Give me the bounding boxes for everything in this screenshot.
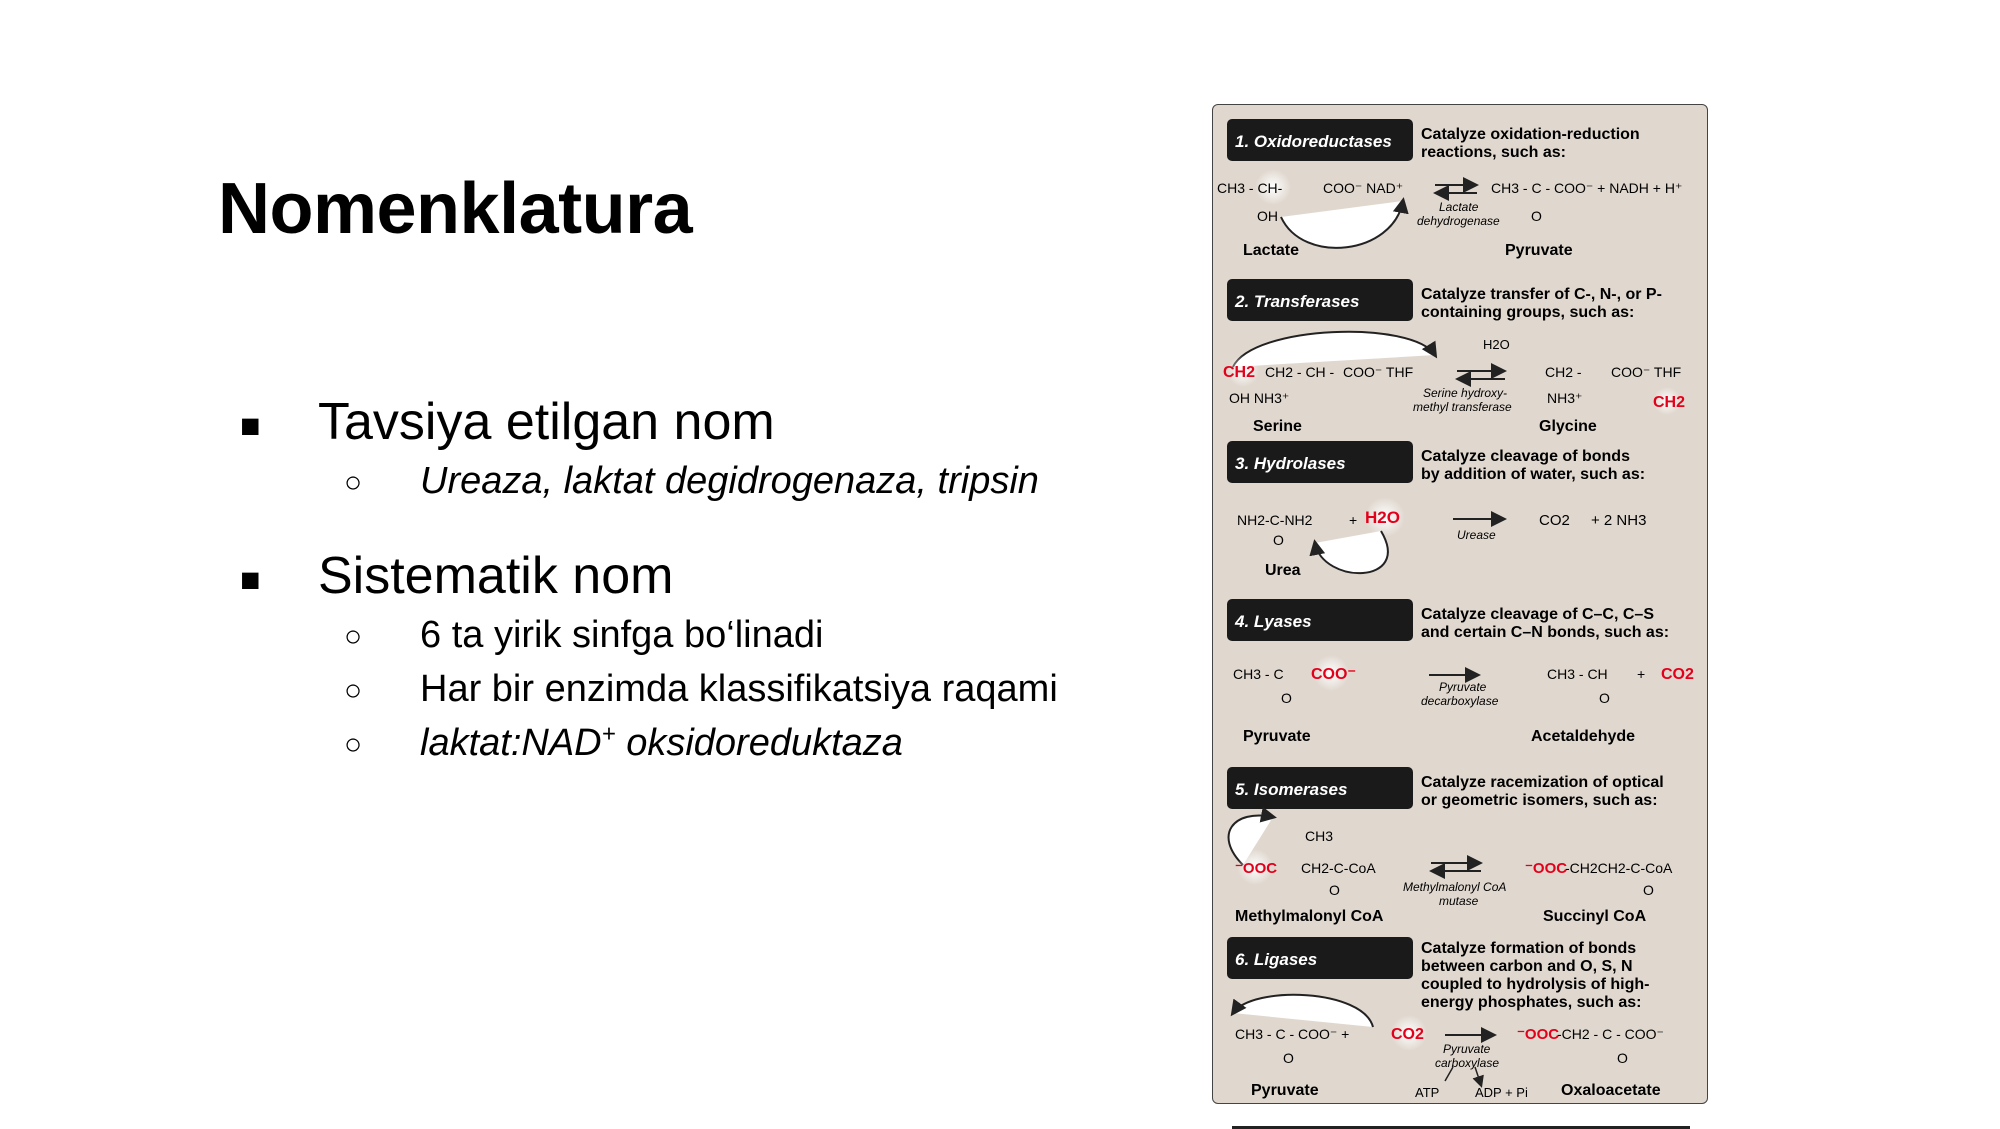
enzyme-name: methyl transferase bbox=[1413, 400, 1512, 414]
chem-text: O bbox=[1617, 1050, 1628, 1066]
chem-text: CH3 - C bbox=[1233, 666, 1284, 682]
class-label: 6. Ligases bbox=[1235, 950, 1318, 969]
class-desc: Catalyze cleavage of C–C, C–S bbox=[1421, 606, 1654, 623]
enzyme-name: Lactate bbox=[1439, 200, 1479, 214]
chem-text: NH3⁺ bbox=[1547, 390, 1583, 406]
chem-text: NH2-C-NH2 bbox=[1237, 512, 1313, 528]
enzyme-name: Serine hydroxy- bbox=[1423, 386, 1508, 400]
class-label: 4. Lyases bbox=[1235, 612, 1312, 631]
substrate-name: Urea bbox=[1265, 562, 1301, 579]
class-desc: coupled to hydrolysis of high- bbox=[1421, 976, 1650, 993]
class-label: 2. Transferases bbox=[1235, 292, 1360, 311]
class-desc: between carbon and O, S, N bbox=[1421, 958, 1633, 975]
substrate-name: Lactate bbox=[1243, 242, 1300, 259]
subbullet-text: 6 ta yirik sinfga bo‘linadi bbox=[420, 614, 824, 656]
chem-highlight: CH2 bbox=[1223, 364, 1256, 381]
substrate-name: Pyruvate bbox=[1251, 1082, 1319, 1099]
chem-text: CH2 - bbox=[1545, 364, 1582, 380]
class-desc: reactions, such as: bbox=[1421, 144, 1566, 161]
class-label: 3. Hydrolases bbox=[1235, 454, 1346, 473]
chem-text: COO⁻ NAD⁺ bbox=[1323, 180, 1404, 196]
class-desc: by addition of water, such as: bbox=[1421, 466, 1646, 483]
product-name: Succinyl CoA bbox=[1543, 908, 1647, 925]
chem-highlight: ⁻OOC bbox=[1525, 860, 1568, 877]
subbullet-examples bbox=[240, 458, 1120, 504]
enzyme-name: decarboxylase bbox=[1421, 694, 1499, 708]
chem-text: O bbox=[1599, 690, 1610, 706]
chem-text: OH NH3⁺ bbox=[1229, 390, 1290, 406]
chem-highlight: ⁻OOC bbox=[1517, 1026, 1560, 1043]
chem-text: CO2 bbox=[1539, 512, 1570, 529]
chem-text: O bbox=[1273, 532, 1284, 548]
subbullet-systematic-example bbox=[240, 720, 1120, 766]
class-desc: Catalyze transfer of C-, N-, or P- bbox=[1421, 286, 1662, 303]
chem-text: CH3 - C - COO⁻ + NADH + H⁺ bbox=[1491, 180, 1683, 196]
enzyme-name: carboxylase bbox=[1435, 1056, 1500, 1070]
chem-text: ADP + Pi bbox=[1475, 1085, 1528, 1100]
class-desc: and certain C–N bonds, such as: bbox=[1421, 624, 1670, 641]
circle-bullet-icon: ○ bbox=[344, 620, 363, 653]
chem-highlight: H2O bbox=[1365, 508, 1400, 527]
class-desc: or geometric isomers, such as: bbox=[1421, 792, 1658, 809]
chem-text: COO⁻ THF bbox=[1343, 364, 1414, 380]
substrate-name: Serine bbox=[1253, 418, 1302, 435]
class-desc: Catalyze oxidation-reduction bbox=[1421, 126, 1640, 143]
circle-bullet-icon: ○ bbox=[344, 674, 363, 707]
chem-text: O bbox=[1329, 882, 1340, 898]
class-label: 1. Oxidoreductases bbox=[1235, 132, 1392, 151]
chem-text: + bbox=[1637, 666, 1646, 682]
chem-text: + bbox=[1349, 512, 1358, 528]
square-bullet-icon: ■ bbox=[240, 407, 261, 445]
circle-bullet-icon: ○ bbox=[344, 466, 363, 499]
product-name: Acetaldehyde bbox=[1531, 728, 1636, 745]
bullet-recommended-name bbox=[240, 392, 1120, 452]
enzyme-classes-figure bbox=[1212, 104, 1708, 1104]
substrate-name: Methylmalonyl CoA bbox=[1235, 908, 1384, 925]
enzyme-name: Urease bbox=[1457, 528, 1496, 542]
class-desc: containing groups, such as: bbox=[1421, 304, 1635, 321]
enzyme-name: Pyruvate bbox=[1443, 1042, 1491, 1056]
bullet-list bbox=[240, 392, 1120, 766]
subbullet-text: Ureaza, laktat degidrogenaza, tripsin bbox=[420, 460, 1039, 502]
electron-arrow bbox=[1281, 201, 1403, 248]
class-desc: Catalyze formation of bonds bbox=[1421, 940, 1637, 957]
chem-highlight: CH2 bbox=[1653, 394, 1686, 411]
chem-text: CH3 bbox=[1305, 828, 1334, 844]
bullet-text: Tavsiya etilgan nom bbox=[318, 393, 775, 451]
class-desc: Catalyze racemization of optical bbox=[1421, 774, 1664, 791]
chem-text: CH2-C-CoA bbox=[1301, 860, 1376, 876]
chem-highlight: ⁻OOC bbox=[1235, 860, 1278, 877]
chem-highlight: COO⁻ bbox=[1311, 666, 1356, 683]
class-label: 5. Isomerases bbox=[1235, 780, 1348, 799]
product-name: Oxaloacetate bbox=[1561, 1082, 1661, 1099]
text-part: laktat:NAD bbox=[420, 722, 602, 764]
square-bullet-icon: ■ bbox=[240, 561, 261, 599]
transfer-arrow bbox=[1233, 332, 1435, 367]
product-name: Pyruvate bbox=[1505, 242, 1573, 259]
enzyme-name: Pyruvate bbox=[1439, 680, 1487, 694]
chem-text: O bbox=[1281, 690, 1292, 706]
enzyme-classes-svg bbox=[1213, 105, 1707, 1103]
subbullet-text bbox=[420, 720, 903, 766]
subbullet-six-classes bbox=[240, 612, 1120, 658]
water-attack-arrow bbox=[1315, 531, 1388, 573]
chem-highlight: CO2 bbox=[1391, 1026, 1424, 1043]
carboxylation-arrow bbox=[1233, 995, 1373, 1027]
slide-title: Nomenklatura bbox=[218, 169, 693, 249]
chem-text: O bbox=[1643, 882, 1654, 898]
chem-text: -CH2CH2-C-CoA bbox=[1565, 860, 1673, 876]
enzyme-name: mutase bbox=[1439, 894, 1479, 908]
superscript-plus: + bbox=[601, 720, 616, 748]
product-name: Glycine bbox=[1539, 418, 1597, 435]
chem-text: CH3 - CH- bbox=[1217, 180, 1283, 196]
chem-highlight: CO2 bbox=[1661, 666, 1694, 683]
circle-bullet-icon: ○ bbox=[344, 728, 363, 761]
chem-text: + 2 NH3 bbox=[1591, 512, 1647, 529]
bullet-systematic-name bbox=[240, 546, 1120, 606]
chem-text: H2O bbox=[1483, 337, 1510, 352]
chem-text: OH bbox=[1257, 208, 1278, 224]
bullet-text: Sistematik nom bbox=[318, 547, 674, 605]
chem-text: CH3 - C - COO⁻ + bbox=[1235, 1026, 1350, 1042]
chem-text: ATP bbox=[1415, 1085, 1440, 1100]
enzyme-name: Methylmalonyl CoA bbox=[1403, 880, 1507, 894]
class-desc: Catalyze cleavage of bonds bbox=[1421, 448, 1630, 465]
substrate-name: Pyruvate bbox=[1243, 728, 1311, 745]
chem-text: -CH2 - C - COO⁻ bbox=[1557, 1026, 1664, 1042]
subbullet-text: Har bir enzimda klassifikatsiya raqami bbox=[420, 668, 1058, 710]
chem-text: CH3 - CH bbox=[1547, 666, 1608, 682]
class-desc: energy phosphates, such as: bbox=[1421, 994, 1642, 1011]
chem-text: O bbox=[1531, 208, 1542, 224]
chem-text: COO⁻ THF bbox=[1611, 364, 1682, 380]
text-part: oksidoreduktaza bbox=[615, 722, 903, 764]
chem-text: CH2 - CH - bbox=[1265, 364, 1335, 380]
chem-text: O bbox=[1283, 1050, 1294, 1066]
subbullet-classification-number bbox=[240, 666, 1120, 712]
enzyme-name: dehydrogenase bbox=[1417, 214, 1500, 228]
